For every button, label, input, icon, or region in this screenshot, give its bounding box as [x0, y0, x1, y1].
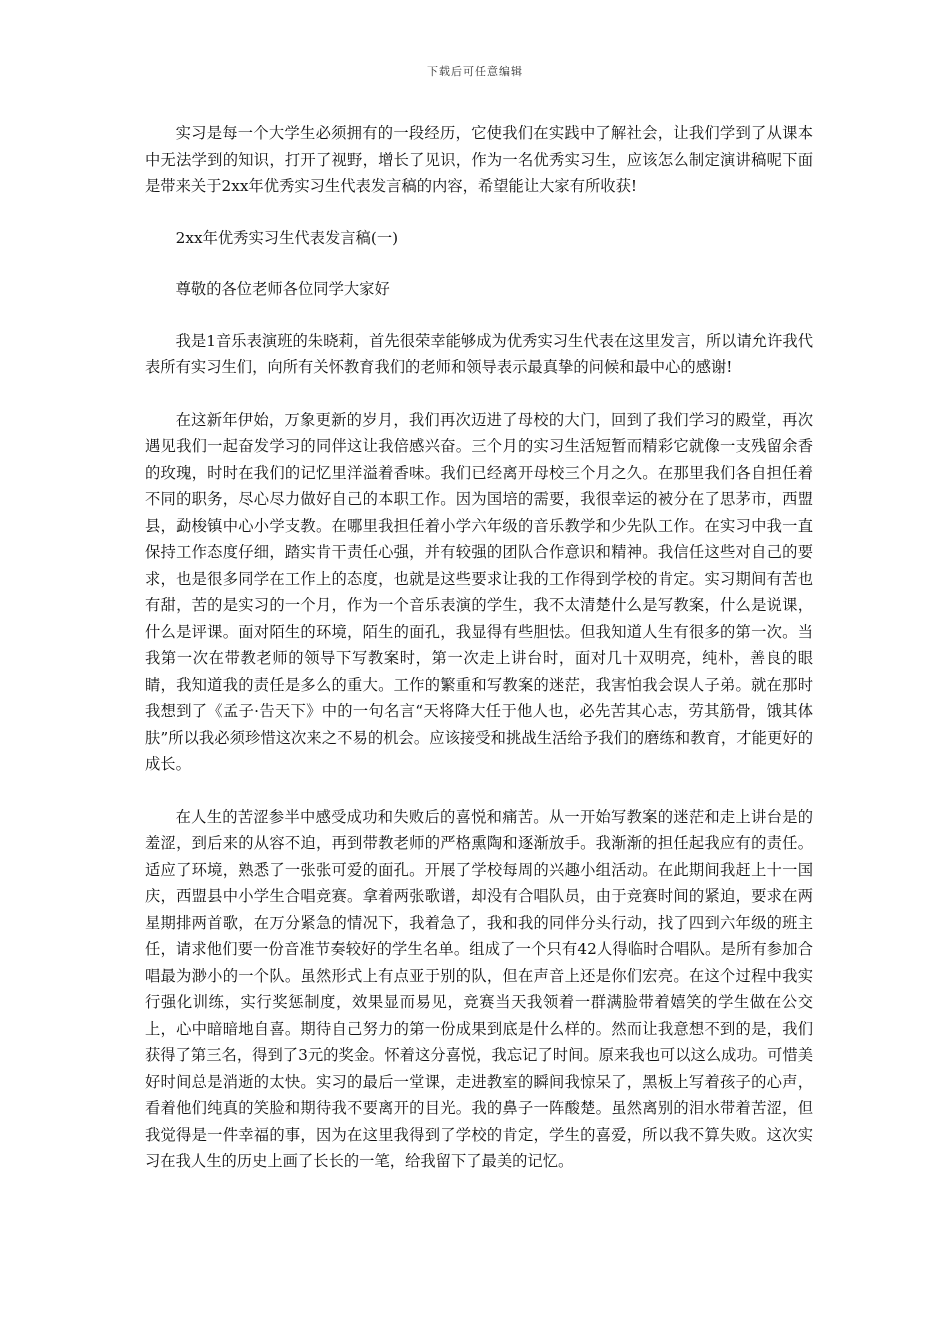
- salutation: 尊敬的各位老师各位同学大家好: [175, 280, 390, 298]
- body-paragraph: 我是1音乐表演班的朱晓莉，首先很荣幸能够成为优秀实习生代表在这里发言，所以请允许我代表所有实习生们，向所有关怀教育我们的老师和领导表示最真挚的问候和最中心的感谢!: [145, 331, 813, 376]
- body-paragraph: 在这新年伊始，万象更新的岁月，我们再次迈进了母校的大门，回到了我们学习的殿堂，再次遇见我们一起奋发学习的同伴这让我倍感兴奋。三个月的实习生活短暂而精彩它就像一支残留余香的玫瑰，时时在我们的记忆里洋溢着香味。我们已经离开母校三个月之久。在那里我们各自担任着不同的职务，尽心尽力做好自己的本职工作。因为国培的需要，我很幸运的被分在了思茅市，西盟县，勐梭镇中心小学支教。在哪里我担任着小学六年级的音乐教学和少先队工作。在实习中我一直保持工作态度仔细，踏实肯干责任心强，并有较强的团队合作意识和精神。我信任这些对自己的要求，也是很多同学在工作上的态度，也就是这些要求让我的工作得到学校的肯定。实习期间有苦也有甜，苦的是实习的一个月，作为一个音乐表演的学生，我不太清楚什么是写教案，什么是说课，什么是评课。面对陌生的环境，陌生的面孔，我显得有些胆怯。但我知道人生有很多的第一次。当我第一次在带教老师的领导下写教案时，第一次走上讲台时，面对几十双明亮，纯朴，善良的眼睛，我知道我的责任是多么的重大。工作的繁重和写教案的迷茫，我害怕我会误人子弟。就在那时我想到了《孟子·告天下》中的一句名言“天将降大任于他人也，必先苦其心志，劳其筋骨，饿其体肤”所以我必须珍惜这次来之不易的机会。应该接受和挑战生活给予我们的磨练和教育，才能更好的成长。: [145, 410, 813, 773]
- section-title: 2xx年优秀实习生代表发言稿(一): [175, 228, 399, 247]
- body-paragraph: 在人生的苦涩参半中感受成功和失败后的喜悦和痛苦。从一开始写教案的迷茫和走上讲台是的羞涩，到后来的从容不迫，再到带教老师的严格熏陶和逐渐放手。我渐渐的担任起我应有的责任。适应了环境，熟悉了一张张可爱的面孔。开展了学校每周的兴趣小组活动。在此期间我赶上十一国庆，西盟县中小学生合唱竞赛。拿着两张歌谱，却没有合唱队员，由于竞赛时间的紧迫，要求在两星期排两首歌，在万分紧急的情况下，我着急了，我和我的同伴分头行动，找了四到六年级的班主任，请求他们要一份音准节奏较好的学生名单。组成了一个只有42人得临时合唱队。是所有参加合唱最为渺小的一个队。虽然形式上有点亚于别的队，但在声音上还是你们宏亮。在这个过程中我实行强化训练，实行奖惩制度，效果显而易见，竞赛当天我领着一群满脸带着嬉笑的学生做在公交上，心中暗暗地自喜。期待自己努力的第一份成果到底是什么样的。然而让我意想不到的是，我们获得了第三名，得到了3元的奖金。怀着这分喜悦，我忘记了时间。原来我也可以这么成功。可惜美好时间总是消逝的太快。实习的最后一堂课，走进教室的瞬间我惊呆了，黑板上写着孩子的心声，看着他们纯真的笑脸和期待我不要离开的目光。我的鼻子一阵酸楚。虽然离别的泪水带着苦涩，但我觉得是一件幸福的事，因为在这里我得到了学校的肯定，学生的喜爱，所以我不算失败。这次实习在我人生的历史上画了长长的一笔，给我留下了最美的记忆。: [145, 807, 813, 1170]
- page-header: 下载后可任意编辑: [427, 65, 523, 78]
- intro-paragraph: 实习是每一个大学生必须拥有的一段经历，它使我们在实践中了解社会，让我们学到了从课本中无法学到的知识，打开了视野，增长了见识，作为一名优秀实习生，应该怎么制定演讲稿呢下面是带来关于2xx年优秀实习生代表发言稿的内容，希望能让大家有所收获!: [145, 124, 813, 195]
- document-body: [145, 120, 813, 1200]
